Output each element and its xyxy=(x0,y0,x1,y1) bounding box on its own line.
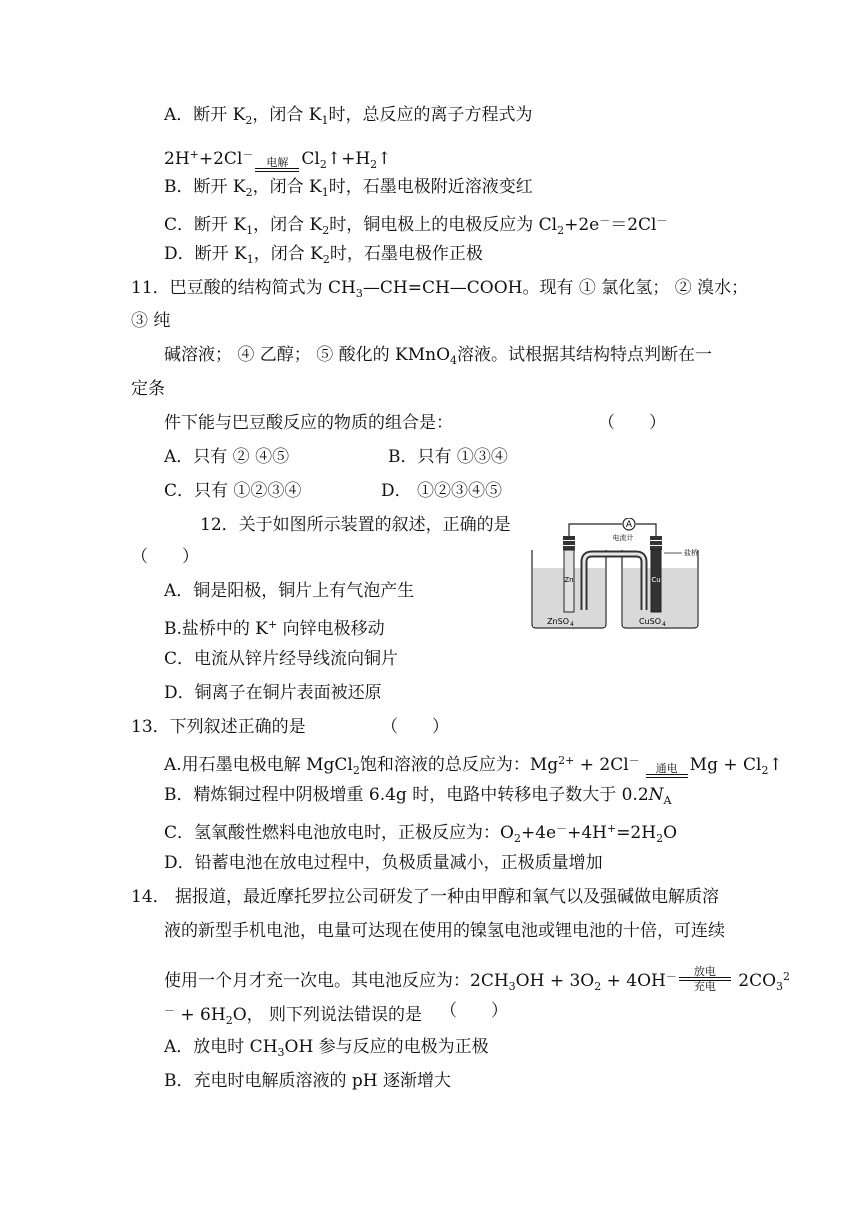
text: OH 参与反应的电极为正极 xyxy=(284,1037,489,1057)
q11-stem-line4: 定条 xyxy=(131,379,165,399)
q14-option-b: B．充电时电解质溶液的 pH 逐渐增大 xyxy=(164,1071,452,1091)
q13-answer-paren: （ ） xyxy=(381,717,449,737)
text: A．断开 K xyxy=(164,105,246,125)
q13-option-b xyxy=(164,784,672,812)
left-solution-subscript: 4 xyxy=(570,621,574,628)
q13-option-c xyxy=(164,818,677,850)
q12-option-c: C．电流从锌片经导线流向铜片 xyxy=(164,649,399,669)
text: +4e xyxy=(520,823,557,843)
q14-answer-paren: （ ） xyxy=(440,1001,508,1021)
galvanic-cell-figure xyxy=(524,518,724,630)
text: +4H xyxy=(567,823,607,843)
subscript: 1 xyxy=(321,114,329,127)
clip-right-icon xyxy=(650,536,662,550)
text: 2H xyxy=(164,149,190,169)
discharge-label: 放电 xyxy=(693,965,716,978)
subscript: 1 xyxy=(246,224,254,237)
q11-option-c: C．只有 ①②③④ xyxy=(164,481,302,501)
q11-stem-line5: 件下能与巴豆酸反应的物质的组合是： xyxy=(164,413,453,433)
subscript: 3 xyxy=(355,287,363,300)
subscript: 2 xyxy=(370,158,378,171)
q11-option-d: D． ①②③④⑤ xyxy=(381,481,503,501)
text: ，闭合 K xyxy=(252,177,322,197)
text: OH + 3O xyxy=(515,971,595,991)
text-italic: N xyxy=(648,785,664,805)
subscript: 2 xyxy=(513,832,521,845)
superscript: － xyxy=(656,214,668,227)
q14-stem-line2: 液的新型手机电池，电量可达现在使用的镍氢电池或锂电池的十倍，可连续 xyxy=(164,921,725,941)
condition-label: 通电 xyxy=(655,762,678,775)
subscript: 2 xyxy=(761,764,769,777)
subscript: 1 xyxy=(321,186,329,199)
q14-stem-line3 xyxy=(164,966,790,998)
zinc-label: Zn xyxy=(564,576,574,584)
text: +2Cl xyxy=(198,149,243,169)
q12-stem: 12．关于如图所示装置的叙述，正确的是 xyxy=(200,515,511,535)
wire-right xyxy=(636,524,656,536)
text: C．断开 K xyxy=(164,215,247,235)
q13-stem: 13．下列叙述正确的是 xyxy=(131,717,306,737)
text: + 2Cl xyxy=(574,755,629,775)
subscript: 1 xyxy=(246,253,254,266)
q12-option-b xyxy=(164,614,385,640)
q12-option-a: A．铜是阳极，铜片上有气泡产生 xyxy=(164,581,415,601)
subscript: 2 xyxy=(557,224,565,237)
meter-label: 电流计 xyxy=(612,534,634,542)
superscript: 2+ xyxy=(558,754,575,767)
text: ＝2Cl xyxy=(610,215,657,235)
q10-option-c xyxy=(164,210,667,242)
subscript: 2 xyxy=(322,224,330,237)
subscript: 3 xyxy=(776,980,784,993)
superscript: 2 xyxy=(783,970,791,983)
q11-answer-paren: （ ） xyxy=(598,413,666,433)
q13-option-d: D．铅蓄电池在放电过程中，负极质量减小，正极质量增加 xyxy=(164,853,603,873)
text: 时，石墨电极作正极 xyxy=(329,244,483,264)
text: 时，总反应的离子方程式为 xyxy=(328,105,533,125)
text: + 6H xyxy=(175,1005,226,1025)
ammeter-label: A xyxy=(625,520,633,530)
text: Cl xyxy=(301,149,320,169)
subscript: 3 xyxy=(277,1046,285,1059)
q12-answer-paren: （ ） xyxy=(131,547,199,567)
text: 时，铜电极上的电极反应为 Cl xyxy=(329,215,558,235)
clip-left-icon xyxy=(563,536,575,550)
copper-label: Cu xyxy=(651,576,661,584)
text: 饱和溶液的总反应为：Mg xyxy=(359,755,559,775)
text: 使用一个月才充一次电。其电池反应为：2CH xyxy=(164,971,509,991)
text: C．氢氧酸性燃料电池放电时，正极反应为：O xyxy=(164,823,514,843)
text: 溶液。试根据其结构特点判断在一 xyxy=(457,345,713,365)
condition-label: 电解 xyxy=(266,156,289,169)
text: O， 则下列说法错误的是 xyxy=(232,1005,423,1025)
text: ，闭合 K xyxy=(253,244,323,264)
text: O xyxy=(663,823,678,843)
reversible-arrow xyxy=(679,966,731,992)
right-solution-subscript: 4 xyxy=(662,621,666,628)
text: D．断开 K xyxy=(164,244,247,264)
q14-option-a xyxy=(164,1036,489,1064)
superscript: － xyxy=(242,148,254,161)
q14-stem-line1: 14． 据报道，最近摩托罗拉公司研发了一种由甲醇和氧气以及强碱做电解质溶 xyxy=(131,887,720,907)
electrolysis-arrow xyxy=(255,157,299,172)
text: +2e xyxy=(564,215,600,235)
text: ↑+H xyxy=(326,149,371,169)
superscript: － xyxy=(628,754,640,767)
text: 2CO xyxy=(732,971,777,991)
superscript: + xyxy=(606,822,617,835)
left-solution-label: ZnSO xyxy=(547,617,569,626)
subscript: 2 xyxy=(594,980,602,993)
superscript: － xyxy=(665,970,677,983)
text: 碱溶液； ④ 乙醇； ⑤ 酸化的 KMnO xyxy=(164,345,451,365)
q11-stem-line1 xyxy=(131,277,748,305)
superscript: － xyxy=(164,1004,175,1017)
text: B.盐桥中的 K xyxy=(164,619,269,639)
text: Mg + Cl xyxy=(689,755,762,775)
subscript: 2 xyxy=(322,253,330,266)
text: A．放电时 CH xyxy=(164,1037,278,1057)
subscript: 2 xyxy=(245,114,253,127)
q10-equation xyxy=(164,144,391,176)
right-solution-label: CuSO xyxy=(638,617,661,626)
text: ↑ xyxy=(377,149,392,169)
text: 时，石墨电极附近溶液变红 xyxy=(328,177,533,197)
subscript: 4 xyxy=(450,354,458,367)
q11-stem-line3 xyxy=(164,344,712,372)
text: B．断开 K xyxy=(164,177,246,197)
text: ↑ xyxy=(768,755,783,775)
charge-label: 充电 xyxy=(693,980,716,993)
q13-option-a xyxy=(164,750,783,782)
electrolysis-arrow xyxy=(646,763,688,778)
q11-stem-line2: ③ 纯 xyxy=(131,311,171,331)
text: 向锌电极移动 xyxy=(277,619,385,639)
superscript: + xyxy=(268,618,278,631)
subscript: 2 xyxy=(319,158,327,171)
q10-option-d xyxy=(164,243,483,271)
text: + 4OH xyxy=(601,971,666,991)
superscript: + xyxy=(189,148,199,161)
text: ，闭合 K xyxy=(252,105,322,125)
q12-option-d: D．铜离子在铜片表面被还原 xyxy=(164,683,382,703)
superscript: － xyxy=(556,822,568,835)
subscript: 2 xyxy=(656,832,664,845)
q11-option-a: A．只有 ② ④⑤ xyxy=(164,447,290,467)
q10-option-a xyxy=(164,104,533,132)
text: =2H xyxy=(616,823,657,843)
q11-option-b: B．只有 ①③④ xyxy=(388,447,508,467)
subscript: 3 xyxy=(508,980,516,993)
subscript: 2 xyxy=(245,186,253,199)
q14-stem-line4 xyxy=(164,1000,422,1032)
subscript: A xyxy=(663,794,672,807)
subscript: 2 xyxy=(225,1014,233,1027)
q10-option-b xyxy=(164,176,533,204)
text: A.用石墨电极电解 MgCl xyxy=(164,755,353,775)
superscript: － xyxy=(599,214,611,227)
text: 11．巴豆酸的结构简式为 CH xyxy=(131,278,356,298)
text: ，闭合 K xyxy=(253,215,323,235)
bridge-label: 盐桥 xyxy=(684,549,698,557)
text: B．精炼铜过程中阴极增重 6.4g 时，电路中转移电子数大于 0.2 xyxy=(164,785,649,805)
subscript: 2 xyxy=(352,764,360,777)
text: —CH=CH—COOH。现有 ① 氯化氢； ② 溴水； xyxy=(362,278,749,298)
